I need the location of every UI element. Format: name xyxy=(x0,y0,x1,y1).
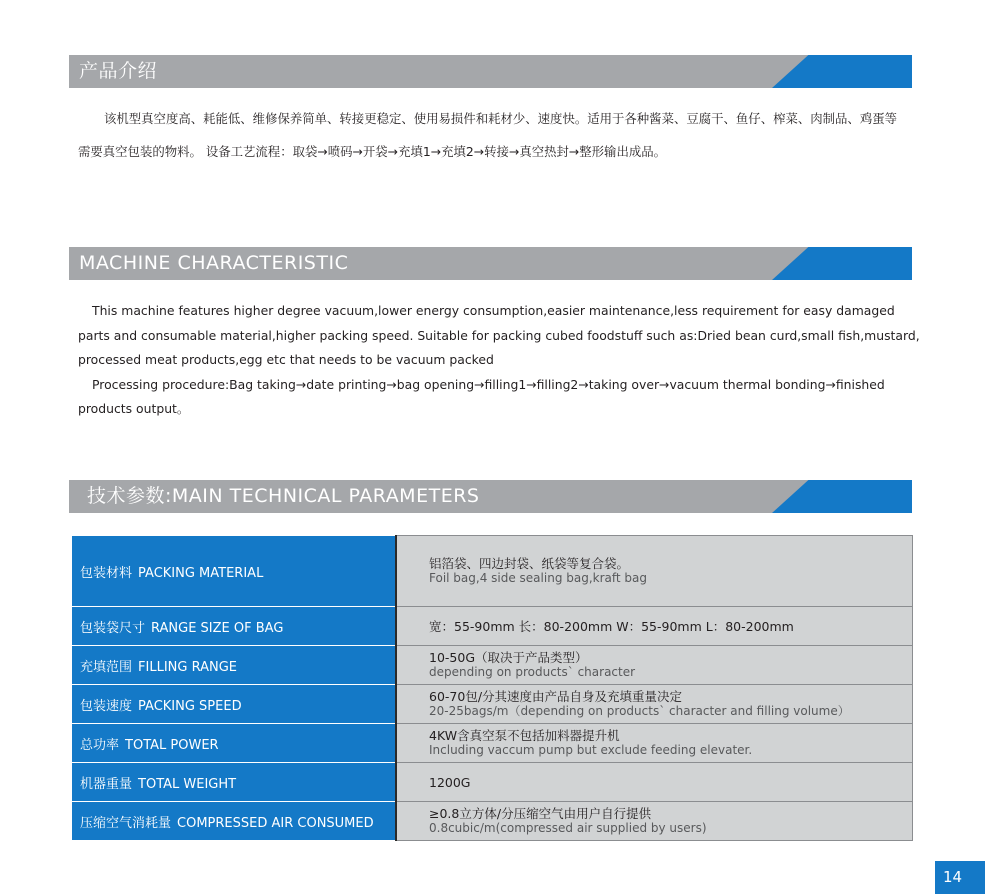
table-row xyxy=(72,646,913,685)
parameters-header-bar xyxy=(69,480,912,513)
header-stripe-decoration xyxy=(768,55,776,88)
characteristic-title: MACHINE CHARACTERISTIC xyxy=(79,252,349,274)
param-label: 机器重量 TOTAL WEIGHT xyxy=(72,763,397,802)
param-value: 60-70包/分其速度由产品自身及充填重量决定 20-25bags/m（depending on products` character and filling volume） xyxy=(396,685,913,724)
characteristic-paragraph xyxy=(78,299,920,422)
param-label: 总功率 TOTAL POWER xyxy=(72,724,397,763)
param-value: 铝箔袋、四边封袋、纸袋等复合袋。 Foil bag,4 side sealing bag,kraft bag xyxy=(396,536,913,607)
param-label: 压缩空气消耗量 COMPRESSED AIR CONSUMED xyxy=(72,802,397,841)
characteristic-line: products output。 xyxy=(78,401,190,416)
characteristic-line: processed meat products,egg etc that needs to be vacuum packed xyxy=(78,352,494,367)
intro-line: 该机型真空度高、耗能低、维修保养简单、转接更稳定、使用易损件和耗材少、速度快。适用于各种酱菜、豆腐干、鱼仔、榨菜、肉制品、鸡蛋等 xyxy=(104,111,897,126)
intro-line: 需要真空包装的物料。 设备工艺流程：取袋→喷码→开袋→充填1→充填2→转接→真空热封→整形输出成品。 xyxy=(78,144,667,159)
parameters-table xyxy=(71,535,913,841)
param-label: 包装速度 PACKING SPEED xyxy=(72,685,397,724)
param-value: 1200G xyxy=(396,763,913,802)
param-label: 充填范围 FILLING RANGE xyxy=(72,646,397,685)
table-row xyxy=(72,685,913,724)
param-value: 宽：55-90mm 长：80-200mm W：55-90mm L：80-200mm xyxy=(396,607,913,646)
characteristic-line: Processing procedure:Bag taking→date printing→bag opening→filling1→filling2→taking over→vacuum thermal bonding→finished xyxy=(92,376,885,392)
parameters-title: 技术参数:MAIN TECHNICAL PARAMETERS xyxy=(87,485,480,507)
table-row xyxy=(72,763,913,802)
header-stripe-decoration xyxy=(768,247,776,280)
header-accent-decoration xyxy=(772,55,912,88)
table-row xyxy=(72,724,913,763)
table-row xyxy=(72,607,913,646)
param-value: 10-50G（取决于产品类型） depending on products` character xyxy=(396,646,913,685)
characteristic-line: parts and consumable material,higher packing speed. Suitable for packing cubed foodstuff such as:Dried bean curd,small fish,mustard, xyxy=(78,327,920,343)
intro-header-bar xyxy=(69,55,912,88)
table-row xyxy=(72,536,913,607)
param-label: 包装材料 PACKING MATERIAL xyxy=(72,536,397,607)
page-number: 14 xyxy=(935,861,985,894)
characteristic-line: This machine features higher degree vacuum,lower energy consumption,easier maintenance,less requirement for easy damaged xyxy=(92,303,895,318)
header-stripe-decoration xyxy=(768,480,776,513)
header-accent-decoration xyxy=(772,480,912,513)
param-label: 包装袋尺寸 RANGE SIZE OF BAG xyxy=(72,607,397,646)
table-row xyxy=(72,802,913,841)
intro-paragraph xyxy=(78,102,912,168)
param-value: 4KW含真空泵不包括加料器提升机 Including vaccum pump but exclude feeding elevater. xyxy=(396,724,913,763)
header-accent-decoration xyxy=(772,247,912,280)
param-value: ≥0.8立方体/分压缩空气由用户自行提供 0.8cubic/m(compressed air supplied by users) xyxy=(396,802,913,841)
intro-title: 产品介绍 xyxy=(79,60,158,82)
characteristic-header-bar xyxy=(69,247,912,280)
